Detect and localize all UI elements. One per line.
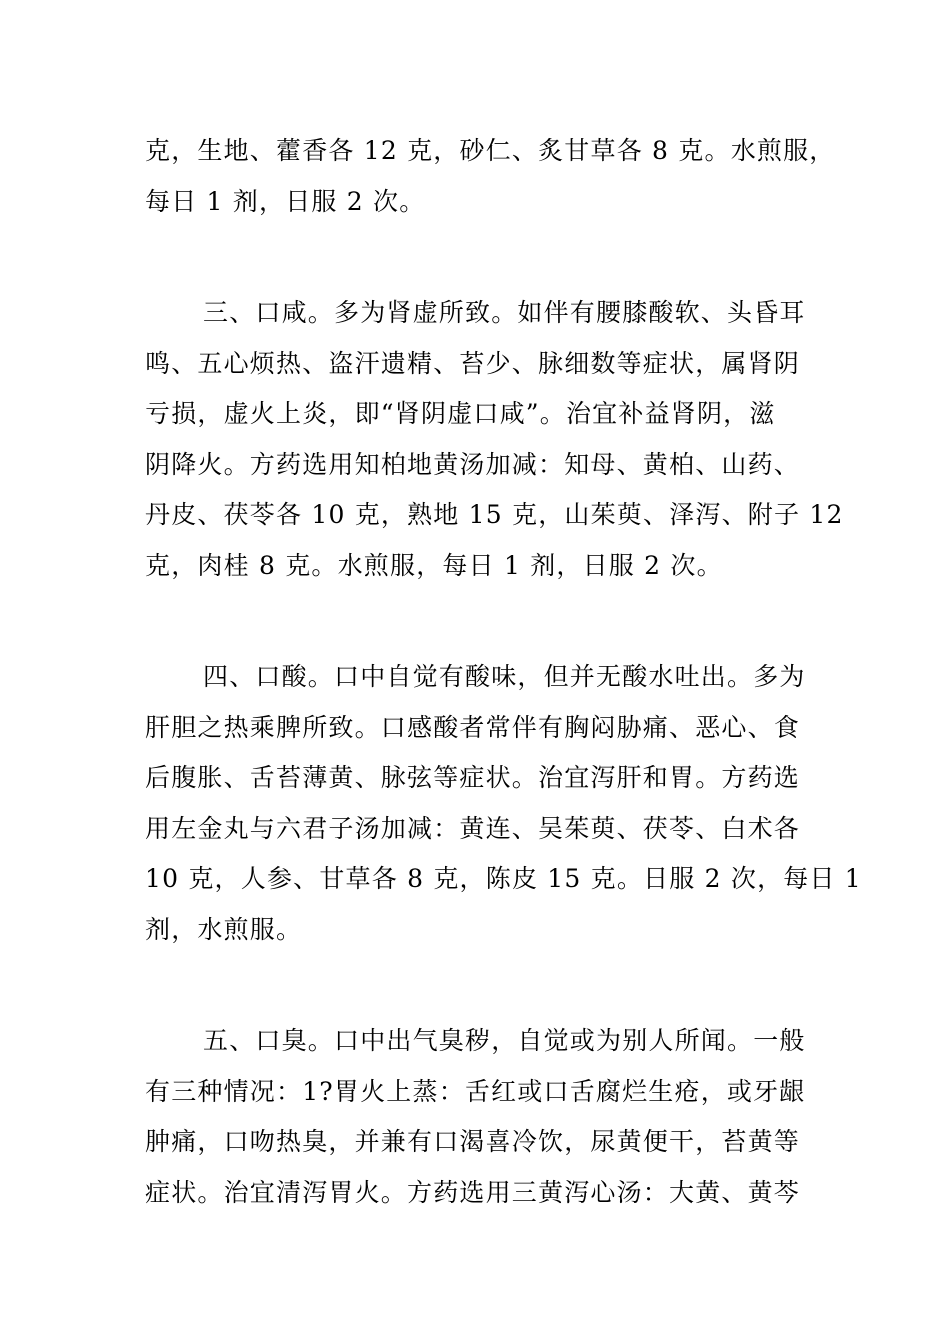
paragraph-continuation — [145, 126, 836, 227]
text-line: 10 克，人参、甘草各 8 克，陈皮 15 克。日服 2 次，每日 1 — [145, 864, 862, 893]
text-line: 亏损，虚火上炎，即“肾阴虚口咸”。治宜补益肾阴，滋 — [145, 399, 776, 428]
text-line: 有三种情况：1?胃火上蒸：舌红或口舌腐烂生疮，或牙龈 — [145, 1076, 806, 1106]
text-line: 阴降火。方药选用知柏地黄汤加减：知母、黄柏、山药、 — [145, 449, 801, 479]
text-line: 鸣、五心烦热、盗汗遗精、苔少、脉细数等症状，属肾阴 — [145, 348, 801, 378]
text-line: 症状。治宜清泻胃火。方药选用三黄泻心汤：大黄、黄芩 — [145, 1177, 801, 1207]
paragraph-bad-breath — [145, 1016, 806, 1218]
text-line: 肝胆之热乘脾所致。口感酸者常伴有胸闷胁痛、恶心、食 — [145, 712, 801, 742]
text-line: 每日 1 剂，日服 2 次。 — [145, 186, 426, 216]
paragraph-salty-taste — [145, 288, 844, 591]
text-line: 用左金丸与六君子汤加减：黄连、吴茱萸、茯苓、白术各 — [145, 813, 801, 843]
text-line: 四、口酸。口中自觉有酸味，但并无酸水吐出。多为 — [203, 662, 806, 691]
text-line: 后腹胀、舌苔薄黄、脉弦等症状。治宜泻肝和胃。方药选 — [145, 763, 801, 792]
text-line: 丹皮、茯苓各 10 克，熟地 15 克，山茱萸、泽泻、附子 12 — [145, 500, 844, 529]
text-line: 克，生地、藿香各 12 克，砂仁、炙甘草各 8 克。水煎服， — [145, 136, 836, 165]
text-line: 肿痛，口吻热臭，并兼有口渴喜冷饮，尿黄便干，苔黄等 — [145, 1127, 801, 1156]
text-line: 剂，水煎服。 — [145, 914, 303, 944]
paragraph-sour-taste — [145, 652, 862, 955]
text-line: 三、口咸。多为肾虚所致。如伴有腰膝酸软、头昏耳 — [203, 298, 806, 327]
text-line: 克，肉桂 8 克。水煎服，每日 1 剂，日服 2 次。 — [145, 550, 723, 580]
text-line: 五、口臭。口中出气臭秽，自觉或为别人所闻。一般 — [203, 1026, 806, 1055]
